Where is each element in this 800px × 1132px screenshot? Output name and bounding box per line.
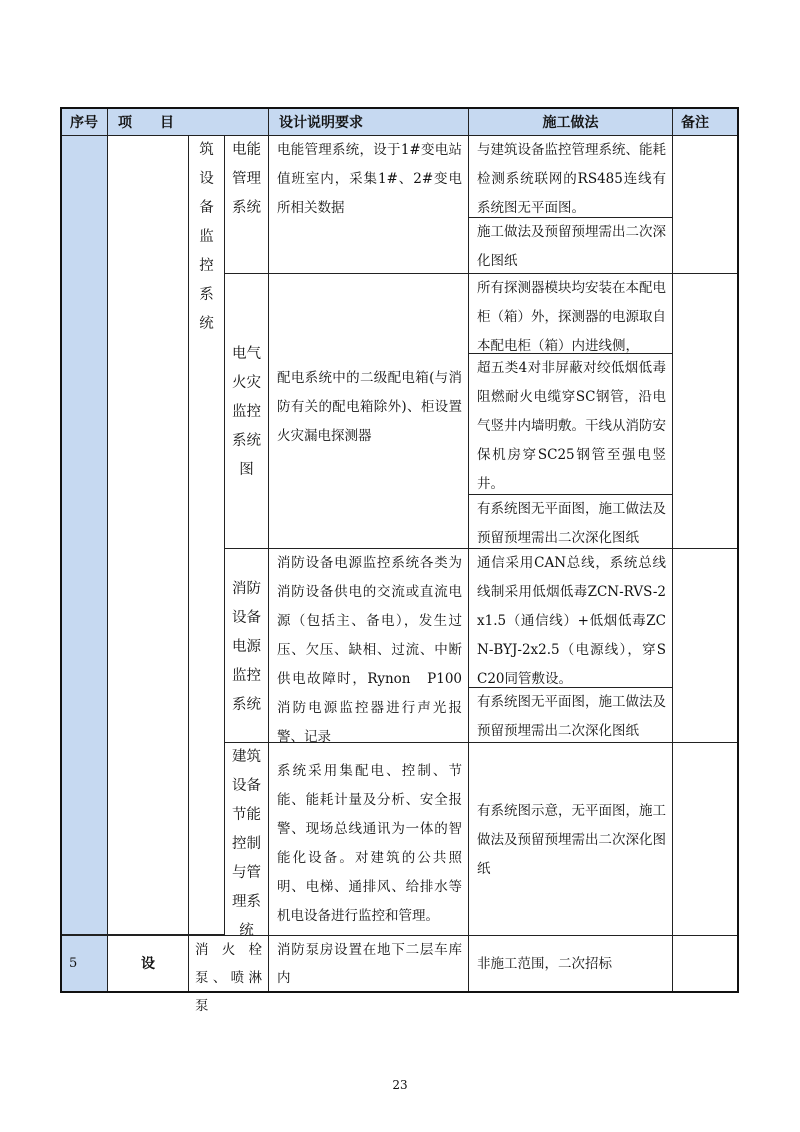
fire-leak-construction-1: 所有探测器模块均安装在本配电柜（箱）外，探测器的电源取自本配电柜（箱）内进线侧， — [468, 273, 673, 354]
spec-table — [60, 107, 739, 1014]
energy-construction-2: 施工做法及预留预埋需出二次深化图纸 — [468, 217, 673, 274]
group-label: 筑设备监控系统 — [188, 135, 225, 935]
fire-leak-design: 配电系统中的二级配电箱(与消防有关的配电箱除外)、柜设置火灾漏电探测器 — [268, 273, 469, 549]
fire-leak-construction-2: 超五类4对非屏蔽对绞低烟低毒阻燃耐火电缆穿SC钢管，沿电气竖井内墙明敷。干线从消防安保机房穿SC25钢管至强电竖井。 — [468, 353, 673, 495]
bas-system-name: 建筑设备节能控制与管理系统 — [224, 742, 269, 936]
fire-power-construction-1: 通信采用CAN总线，系统总线线制采用低烟低毒ZCN-RVS-2x1.5（通信线）+低烟低毒ZCN-BYJ-2x2.5（电源线），穿SC20同管敷设。 — [468, 548, 673, 688]
row5-sub: 消火栓泵、喷淋泵 — [188, 935, 269, 993]
seq-cell-continued — [60, 135, 108, 935]
header-seq: 序号 — [60, 107, 108, 136]
row5-remark — [672, 935, 739, 993]
fire-leak-remark — [672, 273, 739, 549]
fire-leak-construction-3: 有系统图无平面图，施工做法及预留预埋需出二次深化图纸 — [468, 494, 673, 549]
header-design: 设计说明要求 — [268, 107, 469, 136]
energy-design: 电能管理系统，设于1#变电站值班室内，采集1#、2#变电所相关数据 — [268, 135, 469, 274]
fire-power-design: 消防设备电源监控系统各类为消防设备供电的交流或直流电源（包括主、备电），发生过压、欠压、缺相、过流、中断供电故障时，Rynon P100消防电源监控器进行声光报警、记录 — [268, 548, 469, 743]
bas-design: 系统采用集配电、控制、节能、能耗计量及分析、安全报警、现场总线通讯为一体的智能化设备。对建筑的公共照明、电梯、通排风、给排水等机电设备进行监控和管理。 — [268, 742, 469, 936]
energy-system-name: 电能管理系统 — [224, 135, 269, 274]
fire-leak-system-name: 电气火灾监控系统图 — [224, 273, 269, 549]
header-remark: 备注 — [672, 107, 739, 136]
fire-power-system-name: 消防设备电源监控系统 — [224, 548, 269, 743]
energy-remark — [672, 135, 739, 274]
header-construction: 施工做法 — [468, 107, 673, 136]
bas-construction: 有系统图示意，无平面图，施工做法及预留预埋需出二次深化图纸 — [468, 742, 673, 936]
row5-construction: 非施工范围，二次招标 — [468, 935, 673, 993]
fire-power-construction-2: 有系统图无平面图，施工做法及预留预埋需出二次深化图纸 — [468, 687, 673, 743]
energy-construction-1: 与建筑设备监控管理系统、能耗检测系统联网的RS485连线有系统图无平面图。 — [468, 135, 673, 218]
fire-power-remark — [672, 548, 739, 743]
bas-remark — [672, 742, 739, 936]
header-item: 项 目 — [107, 107, 269, 136]
item-cell-continued — [107, 135, 189, 935]
row5-item: 设 — [107, 935, 189, 993]
row5-design: 消防泵房设置在地下二层车库内 — [268, 935, 469, 993]
page-number: 23 — [392, 1078, 408, 1092]
row5-seq: 5 — [60, 935, 108, 993]
